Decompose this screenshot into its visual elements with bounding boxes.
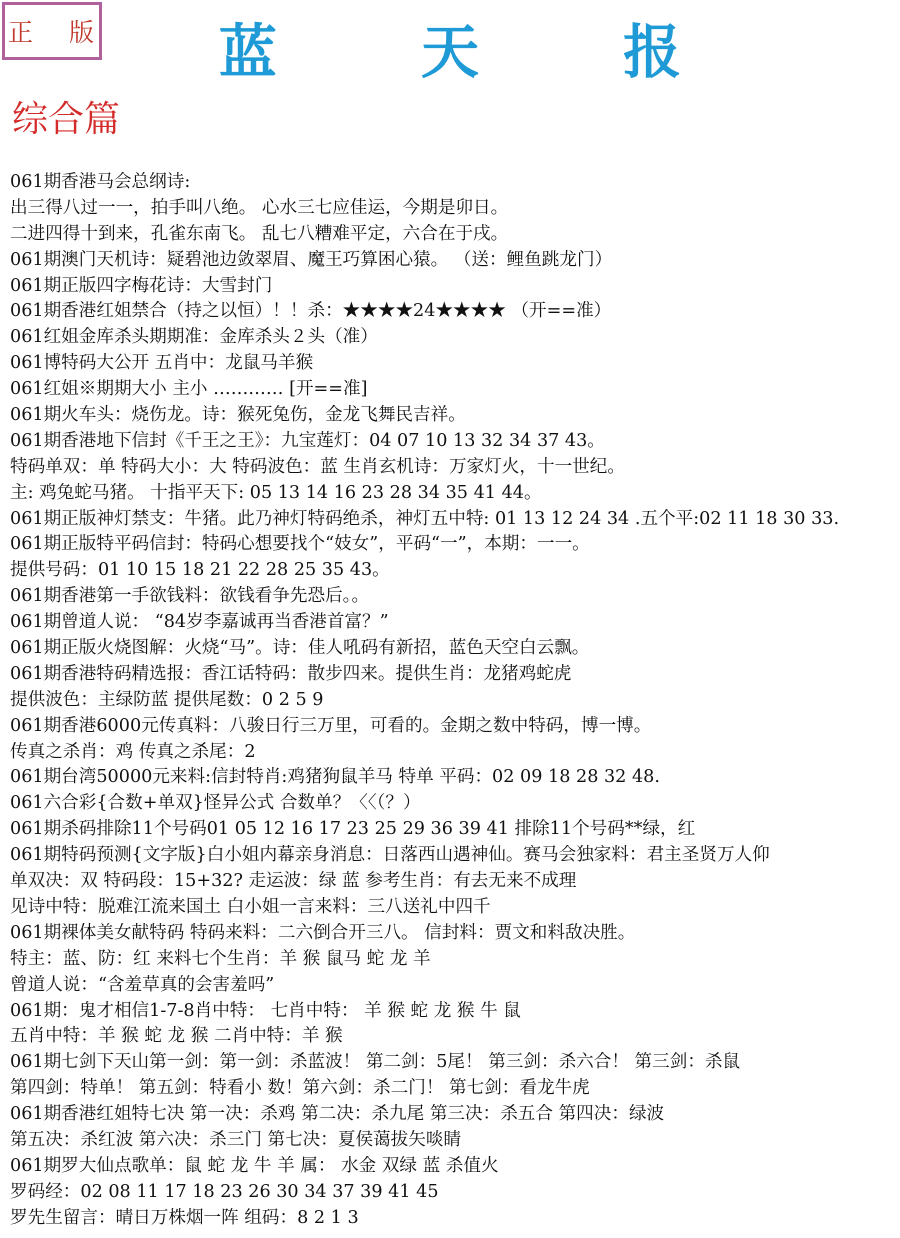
text-line: 第五决：杀红波 第六决：杀三门 第七决：夏侯蔼拔矢啖睛 bbox=[10, 1129, 462, 1150]
text-line: 061博特码大公开 五肖中：龙鼠马羊猴 bbox=[10, 353, 314, 374]
text-line: 061期正版四字梅花诗：大雪封门 bbox=[10, 275, 273, 296]
text-line: 061期裸体美女献特码 特码来料：二六倒合开三八。 信封料：贾文和料敌决胜。 bbox=[10, 922, 636, 943]
text-line: 主: 鸡兔蛇马猪。 十指平天下: 05 13 14 16 23 28 34 35 41 44。 bbox=[10, 482, 542, 503]
text-line: 提供号码：01 10 15 18 21 22 28 25 35 43。 bbox=[10, 560, 390, 581]
text-line: 061期香港特码精选报：香江话特码：散步四来。提供生肖：龙猪鸡蛇虎 bbox=[10, 663, 572, 684]
text-line: 五肖中特：羊 猴 蛇 龙 猴 二肖中特：羊 猴 bbox=[10, 1026, 343, 1047]
text-line: 061期正版火烧图解：火烧“马”。诗：佳人吼码有新招，蓝色天空白云飘。 bbox=[10, 638, 590, 659]
text-line: 061红姐金库杀头期期准：金库杀头２头（准） bbox=[10, 327, 378, 348]
text-line: 第四剑：特单！ 第五剑：特看小 数！第六剑：杀二门！ 第七剑：看龙牛虎 bbox=[10, 1078, 590, 1099]
newspaper-title: 蓝 天 报 bbox=[218, 18, 744, 86]
text-line: 罗先生留言：晴日万株烟一阵 组码：8 2 1 3 bbox=[10, 1207, 359, 1228]
text-line: 061期正版特平码信封：特码心想要找个“妓女”，平码“一”，本期：一一。 bbox=[10, 534, 590, 555]
text-line: 061期香港6000元传真料：八骏日行三万里，可看的。金期之数中特码，博一博。 bbox=[10, 715, 652, 736]
text-line: 061期香港红姐禁合（持之以恒）！！杀：★★★★24★★★★ （开==准） bbox=[10, 301, 612, 322]
text-line: 061期香港马会总纲诗: bbox=[10, 172, 191, 192]
text-line: 出三得八过一一，拍手叫八绝。 心水三七应佳运，今期是卯日。 bbox=[10, 197, 509, 218]
text-line: 061红姐※期期大小 主小 ………… [开==准] bbox=[10, 379, 368, 400]
text-line: 061期香港红姐特七决 第一决：杀鸡 第二决：杀九尾 第三决：杀五合 第四决：绿波 bbox=[10, 1104, 665, 1125]
text-line: 061期特码预测{文字版}白小姐内幕亲身消息：日落西山遇神仙。赛马会独家料：君主圣贤万人仰 bbox=[10, 845, 770, 866]
text-line: 061期正版神灯禁支：牛猪。此乃神灯特码绝杀，神灯五中特: 01 13 12 24 34 .五个平:02 11 18 30 33. bbox=[10, 508, 840, 529]
text-line: 见诗中特：脱难江流来国土 白小姐一言来料：三八送礼中四千 bbox=[10, 896, 491, 917]
text-line: 061期七剑下天山第一剑：第一剑：杀蓝波！ 第二剑：5尾！ 第三剑：杀六合！ 第三剑：杀鼠 bbox=[10, 1052, 741, 1073]
text-line: 061六合彩{合数+单双}怪异公式 合数单？〈〈（？） bbox=[10, 793, 421, 814]
section-heading: 综合篇 bbox=[12, 99, 121, 140]
text-line: 061期澳门天机诗：疑碧池边敛翠眉、魔王巧算困心猿。 （送：鲤鱼跳龙门） bbox=[10, 249, 613, 270]
text-line: 传真之杀肖：鸡 传真之杀尾：2 bbox=[10, 741, 256, 762]
text-line: 061期杀码排除11个号码01 05 12 16 17 23 25 29 36 39 41 排除11个号码**绿，红 bbox=[10, 819, 696, 840]
authentic-edition-badge: 正 版 bbox=[2, 2, 102, 60]
text-line: 罗码经：02 08 11 17 18 23 26 30 34 37 39 41 45 bbox=[10, 1181, 439, 1202]
text-line: 061期火车头：烧伤龙。诗：猴死兔伤，金龙飞舞民吉祥。 bbox=[10, 405, 466, 426]
text-line: 特主：蓝、防：红 来料七个生肖：羊 猴 鼠马 蛇 龙 羊 bbox=[10, 948, 431, 969]
text-line: 061期罗大仙点歌单：鼠 蛇 龙 牛 羊 属： 水金 双绿 蓝 杀值火 bbox=[10, 1155, 499, 1176]
text-line: 单双决：双 特码段：15+32? 走运波：绿 蓝 参考生肖：有去无来不成理 bbox=[10, 871, 577, 892]
text-line: 061期香港地下信封《千王之王》：九宝莲灯：04 07 10 13 32 34 37 43。 bbox=[10, 430, 605, 451]
text-line: 曾道人说：“含羞草真的会害羞吗” bbox=[10, 974, 275, 995]
text-line: 提供波色：主绿防蓝 提供尾数：0 2 5 9 bbox=[10, 689, 324, 710]
content-lines bbox=[10, 170, 895, 1232]
text-line: 二进四得十到来，孔雀东南飞。 乱七八糟难平定，六合在于戌。 bbox=[10, 223, 509, 244]
text-line: 061期：鬼才相信1-7-8肖中特： 七肖中特： 羊 猴 蛇 龙 猴 牛 鼠 bbox=[10, 1000, 521, 1021]
text-line: 061期香港第一手欲钱料：欲钱看争先恐后。。 bbox=[10, 586, 370, 607]
text-line: 061期台湾50000元来料:信封特肖:鸡猪狗鼠羊马 特单 平码：02 09 18 28 32 48. bbox=[10, 767, 660, 788]
text-line: 特码单双：单 特码大小：大 特码波色：蓝 生肖玄机诗：万家灯火，十一世纪。 bbox=[10, 456, 625, 477]
text-line: 061期曾道人说： “84岁李嘉诚再当香港首富？” bbox=[10, 612, 389, 633]
